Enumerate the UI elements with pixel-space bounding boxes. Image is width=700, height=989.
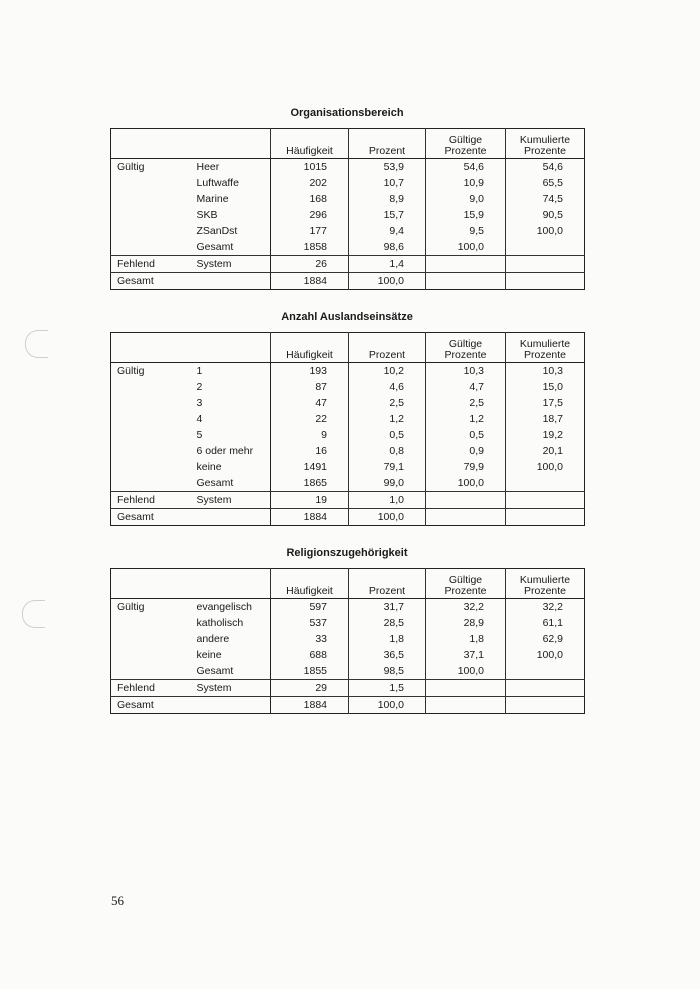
cell-haeufigkeit: 597 [271, 599, 349, 616]
cell-prozent: 79,1 [349, 459, 426, 475]
cell-gueltige-prozente: 9,0 [426, 191, 506, 207]
cell-gueltige-prozente [426, 256, 506, 273]
cell-haeufigkeit: 47 [271, 395, 349, 411]
cell-group: Gesamt [111, 273, 184, 290]
cell-kumulierte-prozente: 18,7 [506, 411, 585, 427]
cell-group [111, 191, 184, 207]
cell-kumulierte-prozente: 15,0 [506, 379, 585, 395]
cell-prozent: 4,6 [349, 379, 426, 395]
cell-kumulierte-prozente: 62,9 [506, 631, 585, 647]
cell-category: keine [196, 649, 222, 661]
punch-hole-mark [22, 600, 45, 628]
cell-category: SKB [196, 209, 218, 221]
table-row [111, 615, 585, 631]
cell-category: Heer [196, 161, 220, 173]
header-gueltige-prozente: Gültige Prozente [426, 569, 506, 599]
cell-kumulierte-prozente: 10,3 [506, 363, 585, 380]
cell-category: System [184, 680, 271, 697]
cell-kumulierte-prozente [506, 697, 585, 714]
cell-gueltige-prozente: 32,2 [426, 599, 506, 616]
table-row [111, 223, 585, 239]
cell-haeufigkeit: 1491 [271, 459, 349, 475]
cell-category: System [184, 256, 271, 273]
cell-kumulierte-prozente: 54,6 [506, 159, 585, 176]
cell-kumulierte-prozente: 100,0 [506, 647, 585, 663]
header-prozent: Prozent [349, 129, 426, 159]
table-title: Religionszugehörigkeit [286, 547, 408, 559]
cell-prozent: 0,5 [349, 427, 426, 443]
cell-gueltige-prozente [426, 680, 506, 697]
cell-gueltige-prozente: 79,9 [426, 459, 506, 475]
cell-kumulierte-prozente [506, 475, 585, 492]
cell-gueltige-prozente: 37,1 [426, 647, 506, 663]
cell-group [111, 239, 184, 256]
cell-haeufigkeit: 16 [271, 443, 349, 459]
cell-prozent: 1,0 [349, 492, 426, 509]
cell-haeufigkeit: 296 [271, 207, 349, 223]
cell-category: 5 [196, 429, 203, 441]
table-row [111, 395, 585, 411]
cell-gueltige-prozente: 54,6 [426, 159, 506, 176]
cell-kumulierte-prozente: 32,2 [506, 599, 585, 616]
cell-gueltige-prozente: 0,9 [426, 443, 506, 459]
table-row [111, 680, 585, 697]
cell-group: Fehlend [111, 256, 184, 273]
cell-prozent: 100,0 [349, 509, 426, 526]
table-header-row [111, 569, 585, 599]
cell-kumulierte-prozente [506, 256, 585, 273]
cell-haeufigkeit: 1884 [271, 273, 349, 290]
cell-prozent: 99,0 [349, 475, 426, 492]
cell-category: 6 oder mehr [196, 445, 254, 457]
cell-haeufigkeit: 29 [271, 680, 349, 697]
cell-haeufigkeit: 26 [271, 256, 349, 273]
table-row [111, 599, 585, 616]
cell-prozent: 10,2 [349, 363, 426, 380]
table-header-row [111, 129, 585, 159]
header-stub [111, 569, 271, 599]
header-prozent: Prozent [349, 569, 426, 599]
table-row [111, 697, 585, 714]
cell-prozent: 53,9 [349, 159, 426, 176]
cell-prozent: 1,2 [349, 411, 426, 427]
table-row [111, 443, 585, 459]
cell-prozent: 8,9 [349, 191, 426, 207]
cell-gueltige-prozente: 0,5 [426, 427, 506, 443]
cell-gueltige-prozente: 1,2 [426, 411, 506, 427]
frequency-table [110, 128, 585, 290]
header-haeufigkeit: Häufigkeit [271, 333, 349, 363]
cell-haeufigkeit: 33 [271, 631, 349, 647]
cell-kumulierte-prozente: 65,5 [506, 175, 585, 191]
cell-kumulierte-prozente: 74,5 [506, 191, 585, 207]
table-row [111, 239, 585, 256]
header-haeufigkeit: Häufigkeit [271, 569, 349, 599]
header-kumulierte-prozente: Kumulierte Prozente [506, 569, 585, 599]
table-header-row [111, 333, 585, 363]
cell-group: Gültig [117, 161, 145, 173]
cell-group: Gesamt [111, 697, 184, 714]
cell-haeufigkeit: 1884 [271, 509, 349, 526]
cell-group [111, 427, 184, 443]
table-row [111, 273, 585, 290]
cell-category: katholisch [196, 617, 244, 629]
cell-gueltige-prozente: 1,8 [426, 631, 506, 647]
table-row [111, 663, 585, 680]
cell-prozent: 0,8 [349, 443, 426, 459]
cell-prozent: 15,7 [349, 207, 426, 223]
cell-group [111, 411, 184, 427]
cell-gueltige-prozente [426, 273, 506, 290]
table-anzahl-auslandseinsaetze [110, 311, 584, 526]
table-organisationsbereich [110, 107, 584, 290]
table-row [111, 175, 585, 191]
cell-haeufigkeit: 537 [271, 615, 349, 631]
cell-gueltige-prozente: 15,9 [426, 207, 506, 223]
table-row [111, 647, 585, 663]
table-religionszugehoerigkeit [110, 547, 584, 714]
cell-group: Gültig [117, 601, 145, 613]
cell-category: Gesamt [196, 665, 234, 677]
table-row [111, 363, 585, 380]
cell-haeufigkeit: 87 [271, 379, 349, 395]
cell-category [184, 509, 271, 526]
table-row [111, 379, 585, 395]
cell-haeufigkeit: 1884 [271, 697, 349, 714]
cell-kumulierte-prozente [506, 492, 585, 509]
cell-category: 3 [196, 397, 203, 409]
page-number: 56 [111, 893, 124, 908]
table-row [111, 427, 585, 443]
table-row [111, 459, 585, 475]
table-row [111, 191, 585, 207]
cell-gueltige-prozente: 10,9 [426, 175, 506, 191]
table-row [111, 159, 585, 176]
cell-kumulierte-prozente [506, 239, 585, 256]
cell-group [111, 207, 184, 223]
cell-kumulierte-prozente [506, 663, 585, 680]
table-row [111, 509, 585, 526]
cell-group [111, 395, 184, 411]
cell-prozent: 10,7 [349, 175, 426, 191]
cell-prozent: 1,5 [349, 680, 426, 697]
cell-gueltige-prozente: 2,5 [426, 395, 506, 411]
cell-group [111, 459, 184, 475]
cell-haeufigkeit: 1858 [271, 239, 349, 256]
cell-category [184, 697, 271, 714]
cell-kumulierte-prozente: 61,1 [506, 615, 585, 631]
frequency-table [110, 568, 585, 714]
cell-prozent: 98,6 [349, 239, 426, 256]
cell-group [111, 175, 184, 191]
cell-category: 1 [196, 365, 203, 377]
header-gueltige-prozente: Gültige Prozente [426, 333, 506, 363]
cell-gueltige-prozente [426, 697, 506, 714]
table-title: Anzahl Auslandseinsätze [281, 311, 413, 323]
cell-category: System [184, 492, 271, 509]
cell-haeufigkeit: 19 [271, 492, 349, 509]
cell-group [111, 663, 184, 680]
cell-group [111, 379, 184, 395]
cell-haeufigkeit: 202 [271, 175, 349, 191]
frequency-table [110, 332, 585, 526]
cell-kumulierte-prozente: 100,0 [506, 459, 585, 475]
cell-category: keine [196, 461, 222, 473]
cell-gueltige-prozente: 9,5 [426, 223, 506, 239]
cell-prozent: 1,4 [349, 256, 426, 273]
cell-prozent: 2,5 [349, 395, 426, 411]
cell-prozent: 1,8 [349, 631, 426, 647]
cell-kumulierte-prozente [506, 509, 585, 526]
table-row [111, 631, 585, 647]
cell-haeufigkeit: 688 [271, 647, 349, 663]
cell-gueltige-prozente [426, 492, 506, 509]
cell-gueltige-prozente: 28,9 [426, 615, 506, 631]
cell-prozent: 100,0 [349, 273, 426, 290]
header-gueltige-prozente: Gültige Prozente [426, 129, 506, 159]
cell-group: Gesamt [111, 509, 184, 526]
cell-prozent: 31,7 [349, 599, 426, 616]
punch-hole-mark [25, 330, 48, 358]
header-prozent: Prozent [349, 333, 426, 363]
header-haeufigkeit: Häufigkeit [271, 129, 349, 159]
cell-group: Fehlend [111, 492, 184, 509]
cell-category: 4 [196, 413, 203, 425]
cell-kumulierte-prozente [506, 680, 585, 697]
cell-prozent: 28,5 [349, 615, 426, 631]
cell-haeufigkeit: 1865 [271, 475, 349, 492]
cell-prozent: 36,5 [349, 647, 426, 663]
header-kumulierte-prozente: Kumulierte Prozente [506, 333, 585, 363]
cell-group [111, 631, 184, 647]
table-row [111, 492, 585, 509]
cell-kumulierte-prozente [506, 273, 585, 290]
table-row [111, 207, 585, 223]
cell-kumulierte-prozente: 17,5 [506, 395, 585, 411]
table-title: Organisationsbereich [290, 107, 404, 119]
cell-group [111, 475, 184, 492]
cell-group [111, 443, 184, 459]
header-stub [111, 333, 271, 363]
cell-kumulierte-prozente: 19,2 [506, 427, 585, 443]
cell-prozent: 100,0 [349, 697, 426, 714]
cell-gueltige-prozente: 100,0 [426, 239, 506, 256]
cell-category: Gesamt [196, 241, 234, 253]
cell-group: Fehlend [111, 680, 184, 697]
cell-category: Gesamt [196, 477, 234, 489]
cell-category: andere [196, 633, 230, 645]
header-kumulierte-prozente: Kumulierte Prozente [506, 129, 585, 159]
cell-prozent: 9,4 [349, 223, 426, 239]
cell-gueltige-prozente: 100,0 [426, 663, 506, 680]
cell-gueltige-prozente: 10,3 [426, 363, 506, 380]
cell-kumulierte-prozente: 90,5 [506, 207, 585, 223]
cell-group [111, 223, 184, 239]
cell-group [111, 615, 184, 631]
cell-category: Luftwaffe [196, 177, 239, 189]
cell-haeufigkeit: 168 [271, 191, 349, 207]
cell-category [184, 273, 271, 290]
cell-kumulierte-prozente: 100,0 [506, 223, 585, 239]
table-row [111, 256, 585, 273]
cell-haeufigkeit: 193 [271, 363, 349, 380]
cell-category: evangelisch [196, 601, 252, 613]
cell-gueltige-prozente: 4,7 [426, 379, 506, 395]
cell-haeufigkeit: 1015 [271, 159, 349, 176]
table-row [111, 475, 585, 492]
table-row [111, 411, 585, 427]
cell-gueltige-prozente [426, 509, 506, 526]
cell-group: Gültig [117, 365, 145, 377]
cell-prozent: 98,5 [349, 663, 426, 680]
cell-haeufigkeit: 9 [271, 427, 349, 443]
header-stub [111, 129, 271, 159]
cell-haeufigkeit: 22 [271, 411, 349, 427]
cell-haeufigkeit: 1855 [271, 663, 349, 680]
cell-kumulierte-prozente: 20,1 [506, 443, 585, 459]
cell-gueltige-prozente: 100,0 [426, 475, 506, 492]
cell-category: ZSanDst [196, 225, 238, 237]
cell-haeufigkeit: 177 [271, 223, 349, 239]
cell-category: Marine [196, 193, 229, 205]
cell-group [111, 647, 184, 663]
cell-category: 2 [196, 381, 203, 393]
